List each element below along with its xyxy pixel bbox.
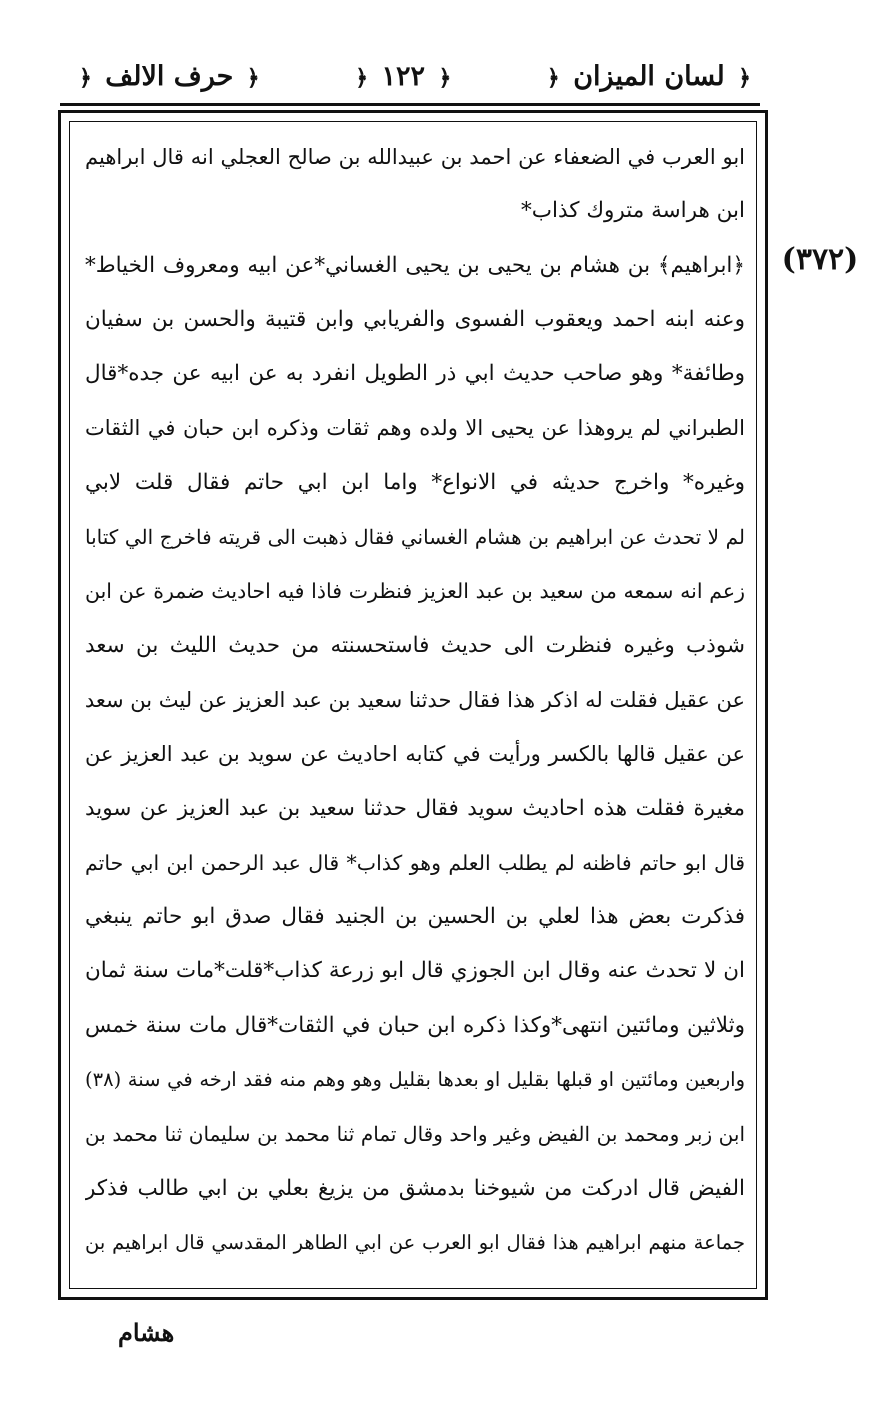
text-line: وثلاثين ومائتين انتهى*وكذا ذكره ابن حبان في الثقات*قال مات سنة خمس	[85, 1012, 745, 1038]
text-line: الطبراني لم يروهذا عن يحيى الا ولده وهم ثقات وذكره ابن حبان في الثقات	[85, 416, 745, 441]
ornament-icon: ﴿	[738, 64, 751, 91]
header-rule	[60, 103, 760, 106]
text-line: واربعين ومائتين او قبلها بقليل او بعدها بقليل وهو وهم منه فقد ارخه في سنة (٣٨)	[85, 1068, 745, 1092]
text-line: قال ابو حاتم فاظنه لم يطلب العلم وهو كذاب* قال عبد الرحمن ابن ابي حاتم	[85, 850, 745, 875]
text-line: مغيرة فقلت هذه احاديث سويد فقال حدثنا سعيد بن عبد العزيز عن سويد	[85, 795, 745, 821]
book-title: لسان الميزان	[573, 60, 725, 92]
book-title-group	[543, 61, 755, 92]
ornament-icon: ﴿	[546, 64, 560, 91]
running-header	[75, 50, 755, 102]
text-line: عن عقيل قالها بالكسر ورأيت في كتابه احاديث عن سويد بن عبد العزيز عن	[85, 742, 745, 767]
chapter-title: حرف الالف	[105, 60, 234, 92]
ornament-icon: ﴿	[79, 64, 92, 91]
text-line: وطائفة* وهو صاحب حديث ابي ذر الطويل انفرد به عن ابيه عن جده*قال	[85, 361, 745, 387]
text-line: ابن زبر ومحمد بن الفيض وغير واحد وقال تمام ثنا محمد بن سليمان ثنا محمد بن	[85, 1122, 745, 1147]
text-line: وغيره* واخرج حديثه في الانواع* واما ابن ابي حاتم فقال قلت لابي	[85, 469, 745, 495]
text-line: ابو العرب في الضعفاء عن احمد بن عبيدالله بن صالح العجلي انه قال ابراهيم	[85, 145, 745, 169]
page-number: ١٢٢	[381, 60, 426, 92]
text-line: زعم انه سمعه من سعيد بن عبد العزيز فنظرت فاذا فيه احاديث ضمرة عن ابن	[85, 579, 745, 604]
chapter-title-group	[75, 61, 264, 92]
entry-number: (٣٧٢)	[781, 242, 859, 277]
text-body	[85, 130, 745, 1290]
ornament-icon: ﴿	[355, 64, 369, 91]
ornament-icon: ﴿	[438, 64, 452, 91]
text-line: ابن هراسة متروك كذاب*	[521, 198, 745, 224]
text-line: الفيض قال ادركت من شيوخنا بدمشق من يزيغ بعلي بن ابي طالب فذكر	[85, 1175, 745, 1201]
page-number-group	[351, 61, 455, 92]
catchword: هشام	[118, 1318, 175, 1347]
text-line: ﴿ابراهيم﴾ بن هشام بن يحيى بن يحيى الغساني*عن ابيه ومعروف الخياط*	[85, 252, 745, 278]
text-line: شوذب وغيره فنظرت الى حديث فاستحسنته من حديث الليث بن سعد	[85, 632, 745, 658]
text-line: وعنه ابنه احمد ويعقوب الفسوى والفريابي وابن قتيبة والحسن بن سفيان	[85, 306, 745, 332]
ornament-icon: ﴿	[246, 64, 260, 91]
text-line: ان لا تحدث عنه وقال ابن الجوزي قال ابو زرعة كذاب*قلت*مات سنة ثمان	[85, 958, 745, 984]
text-line: جماعة منهم ابراهيم هذا فقال ابو العرب عن ابي الطاهر المقدسي قال ابراهيم بن	[85, 1230, 745, 1254]
text-line: لم لا تحدث عن ابراهيم بن هشام الغساني فقال ذهبت الى قريته فاخرج الي كتابا	[85, 525, 745, 550]
text-line: فذكرت بعض هذا لعلي بن الحسين بن الجنيد فقال صدق ابو حاتم ينبغي	[85, 904, 745, 930]
text-line: عن عقيل فقلت له اذكر هذا فقال حدثنا سعيد بن عبد العزيز عن ليث بن سعد	[85, 687, 745, 712]
